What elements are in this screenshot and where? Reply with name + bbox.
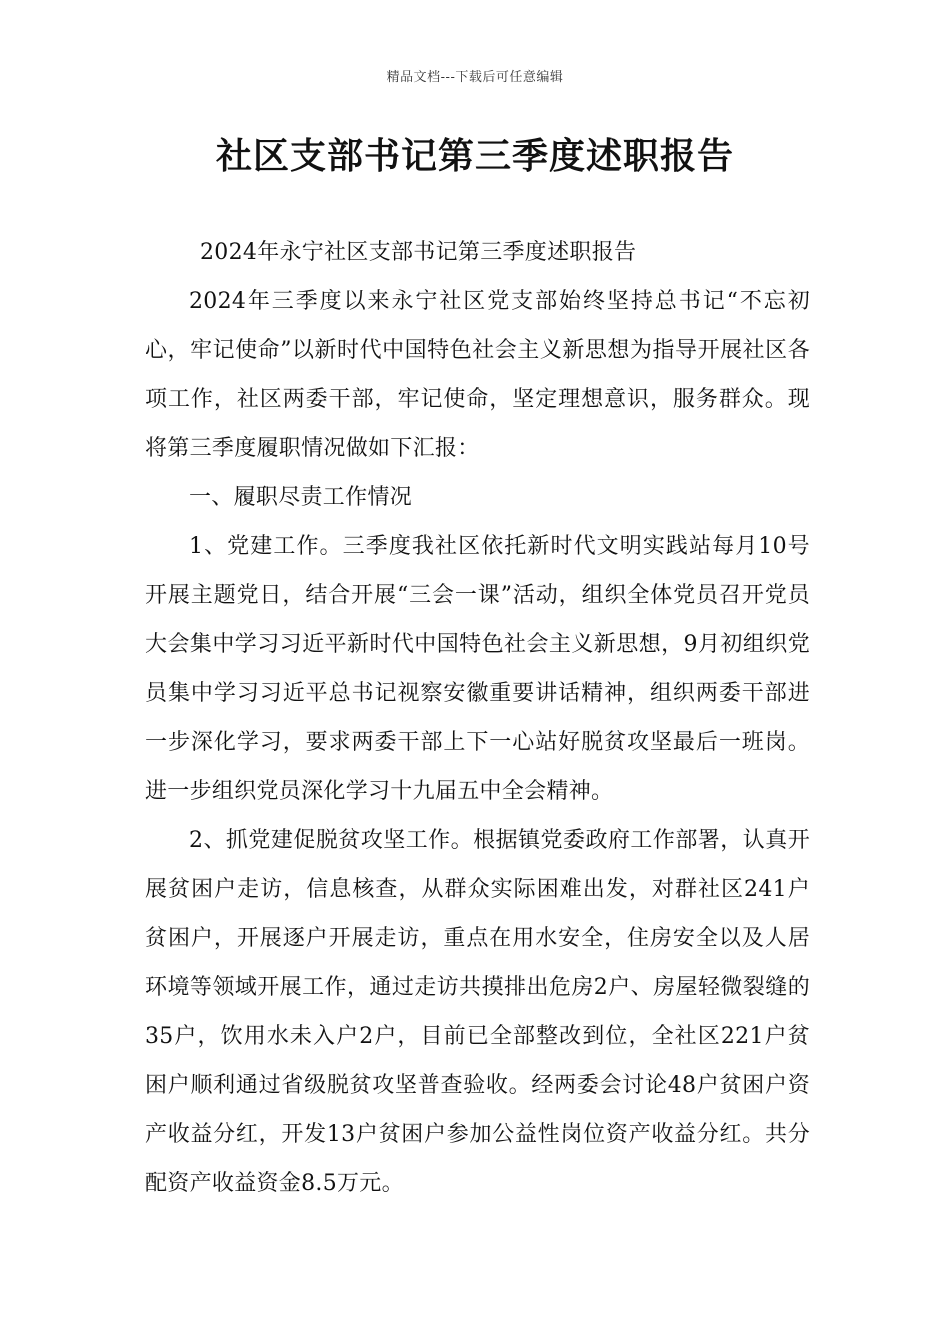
header-note: 精品文档---下载后可任意编辑: [386, 70, 564, 85]
section-heading: 一、履职尽责工作情况: [189, 485, 413, 510]
intro-paragraph: 2024年三季度以来永宁社区党支部始终坚持总书记“不忘初心，牢记使命”以新时代中国特色社会主义新思想为指导开展社区各项工作，社区两委干部，牢记使命，坚定理想意识，服务群众。现将第三季度履职情况做如下汇报：: [145, 289, 810, 461]
report-subtitle: 2024年永宁社区支部书记第三季度述职报告: [200, 240, 637, 265]
document-body: [145, 228, 810, 1208]
document-title: 社区支部书记第三季度述职报告: [215, 136, 734, 177]
poverty-alleviation-paragraph: 2、抓党建促脱贫攻坚工作。根据镇党委政府工作部署，认真开展贫困户走访，信息核查，从群众实际困难出发，对群社区241户贫困户，开展逐户开展走访，重点在用水安全，住房安全以及人居环境等领域开展工作，通过走访共摸排出危房2户、房屋轻微裂缝的35户，饮用水未入户2户，目前已全部整改到位，全社区221户贫困户顺利通过省级脱贫攻坚普查验收。经两委会讨论48户贫困户资产收益分红，开发13户贫困户参加公益性岗位资产收益分红。共分配资产收益资金8.5万元。: [145, 828, 810, 1196]
party-building-paragraph: 1、党建工作。三季度我社区依托新时代文明实践站每月10号开展主题党日，结合开展“三会一课”活动，组织全体党员召开党员大会集中学习习近平新时代中国特色社会主义新思想，9月初组织党员集中学习习近平总书记视察安徽重要讲话精神，组织两委干部进一步深化学习，要求两委干部上下一心站好脱贫攻坚最后一班岗。进一步组织党员深化学习十九届五中全会精神。: [145, 534, 810, 804]
